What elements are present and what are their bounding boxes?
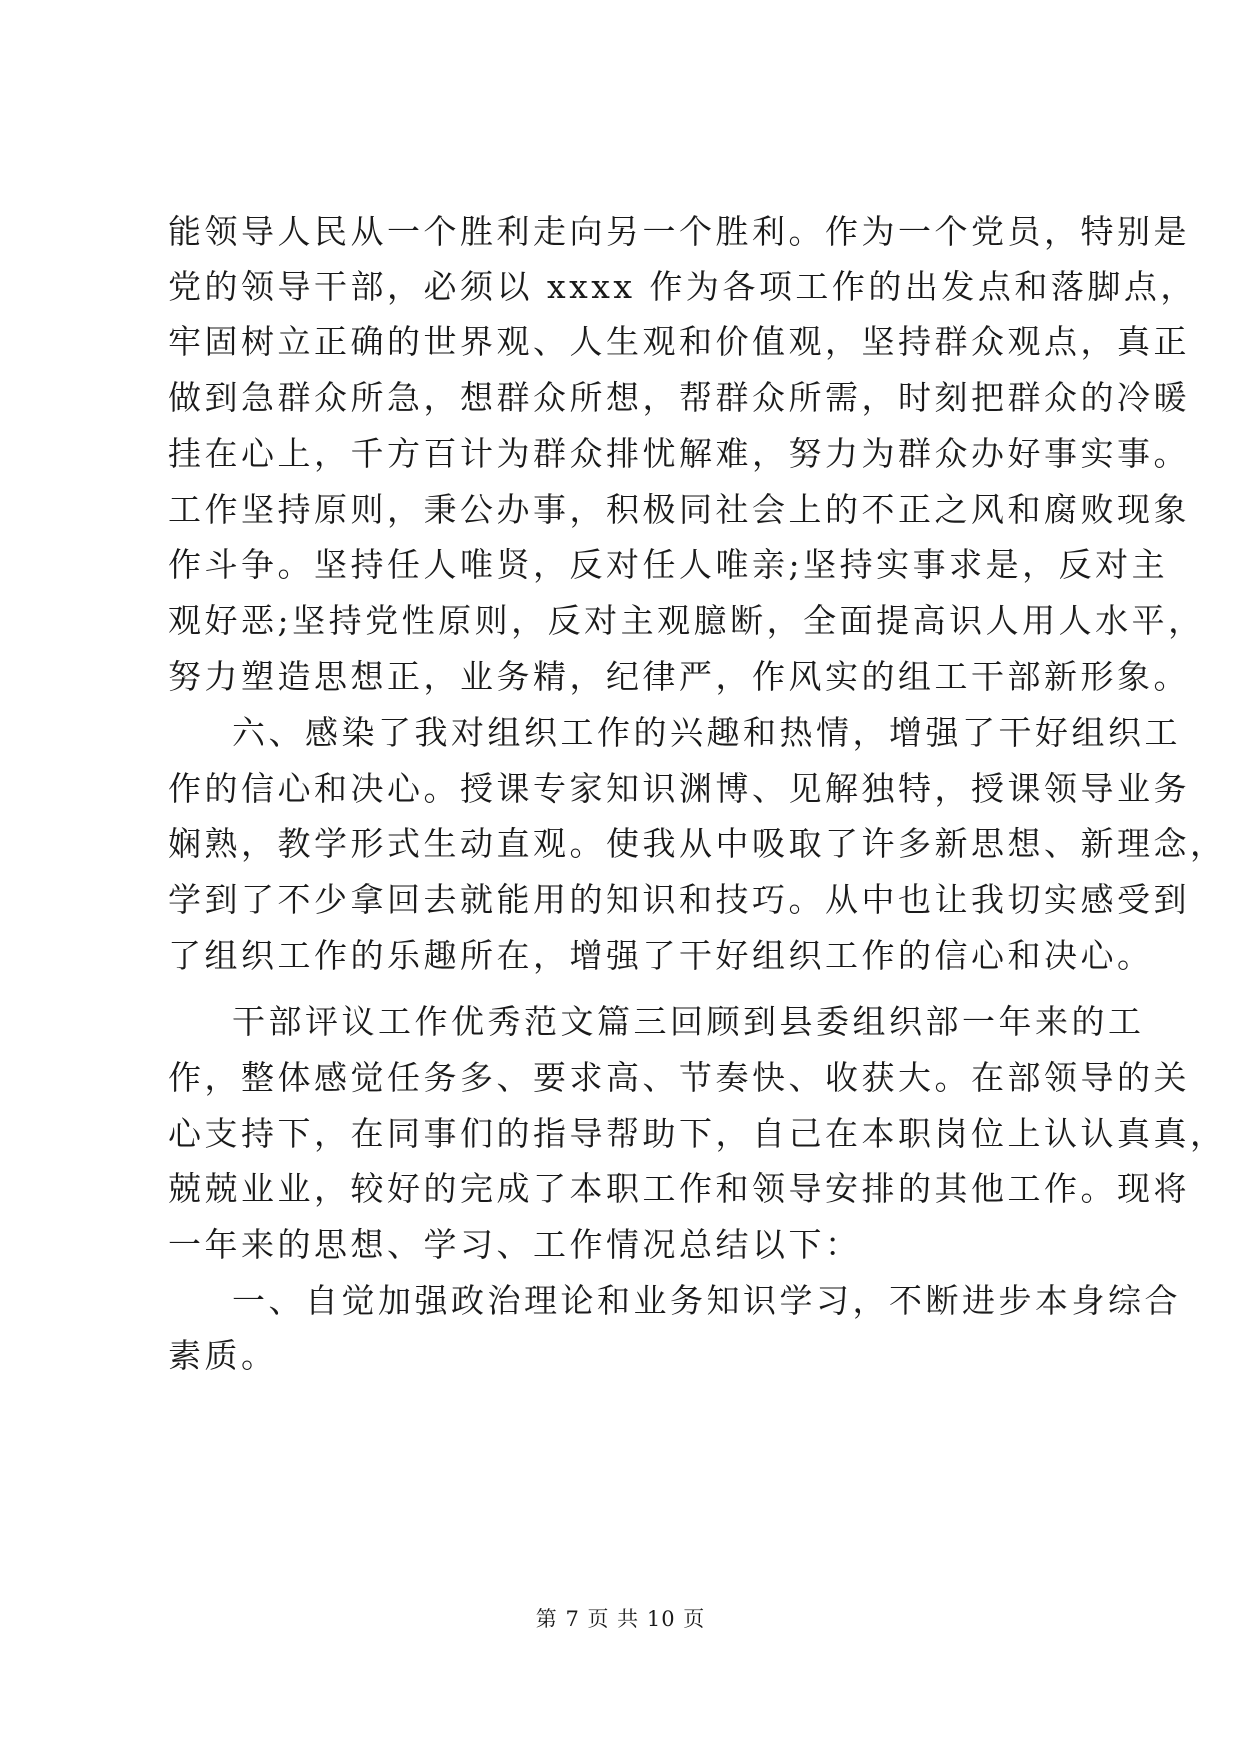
text-line: 党的领导干部，必须以 xxxx 作为各项工作的出发点和落脚点， [168, 267, 1197, 306]
text-line: 心支持下，在同事们的指导帮助下，自己在本职岗位上认认真真， [168, 1114, 1227, 1153]
page-number-footer: 第 7 页 共 10 页 [535, 1607, 706, 1631]
text-line: 观好恶;坚持党性原则，反对主观臆断，全面提高识人用人水平， [168, 601, 1205, 640]
text-line: 能领导人民从一个胜利走向另一个胜利。作为一个党员，特别是 [168, 212, 1190, 251]
text-line: 牢固树立正确的世界观、人生观和价值观，坚持群众观点，真正 [168, 322, 1190, 361]
paragraph-start: 六、感染了我对组织工作的兴趣和热情，增强了干好组织工 [232, 713, 1181, 752]
paragraph-start: 一、自觉加强政治理论和业务知识学习，不断进步本身综合 [232, 1281, 1181, 1320]
text-line: 兢兢业业，较好的完成了本职工作和领导安排的其他工作。现将 [168, 1169, 1190, 1208]
text-line: 做到急群众所急，想群众所想，帮群众所需，时刻把群众的冷暖 [168, 378, 1190, 417]
text-line: 作的信心和决心。授课专家知识渊博、见解独特，授课领导业务 [168, 769, 1190, 808]
text-line: 作，整体感觉任务多、要求高、节奏快、收获大。在部领导的关 [168, 1058, 1190, 1097]
text-line: 挂在心上，千方百计为群众排忧解难，努力为群众办好事实事。 [168, 434, 1190, 473]
paragraph-start: 干部评议工作优秀范文篇三回顾到县委组织部一年来的工 [232, 1002, 1145, 1041]
text-line: 作斗争。坚持任人唯贤，反对任人唯亲;坚持实事求是，反对主 [168, 545, 1169, 584]
text-line: 了组织工作的乐趣所在，增强了干好组织工作的信心和决心。 [168, 936, 1154, 975]
text-line: 娴熟，教学形式生动直观。使我从中吸取了许多新思想、新理念， [168, 824, 1227, 863]
text-line: 工作坚持原则，秉公办事，积极同社会上的不正之风和腐败现象 [168, 490, 1190, 529]
text-line: 一年来的思想、学习、工作情况总结以下： [168, 1225, 862, 1264]
text-line: 学到了不少拿回去就能用的知识和技巧。从中也让我切实感受到 [168, 880, 1190, 919]
text-line: 素质。 [168, 1336, 278, 1375]
text-line: 努力塑造思想正，业务精，纪律严，作风实的组工干部新形象。 [168, 657, 1190, 696]
